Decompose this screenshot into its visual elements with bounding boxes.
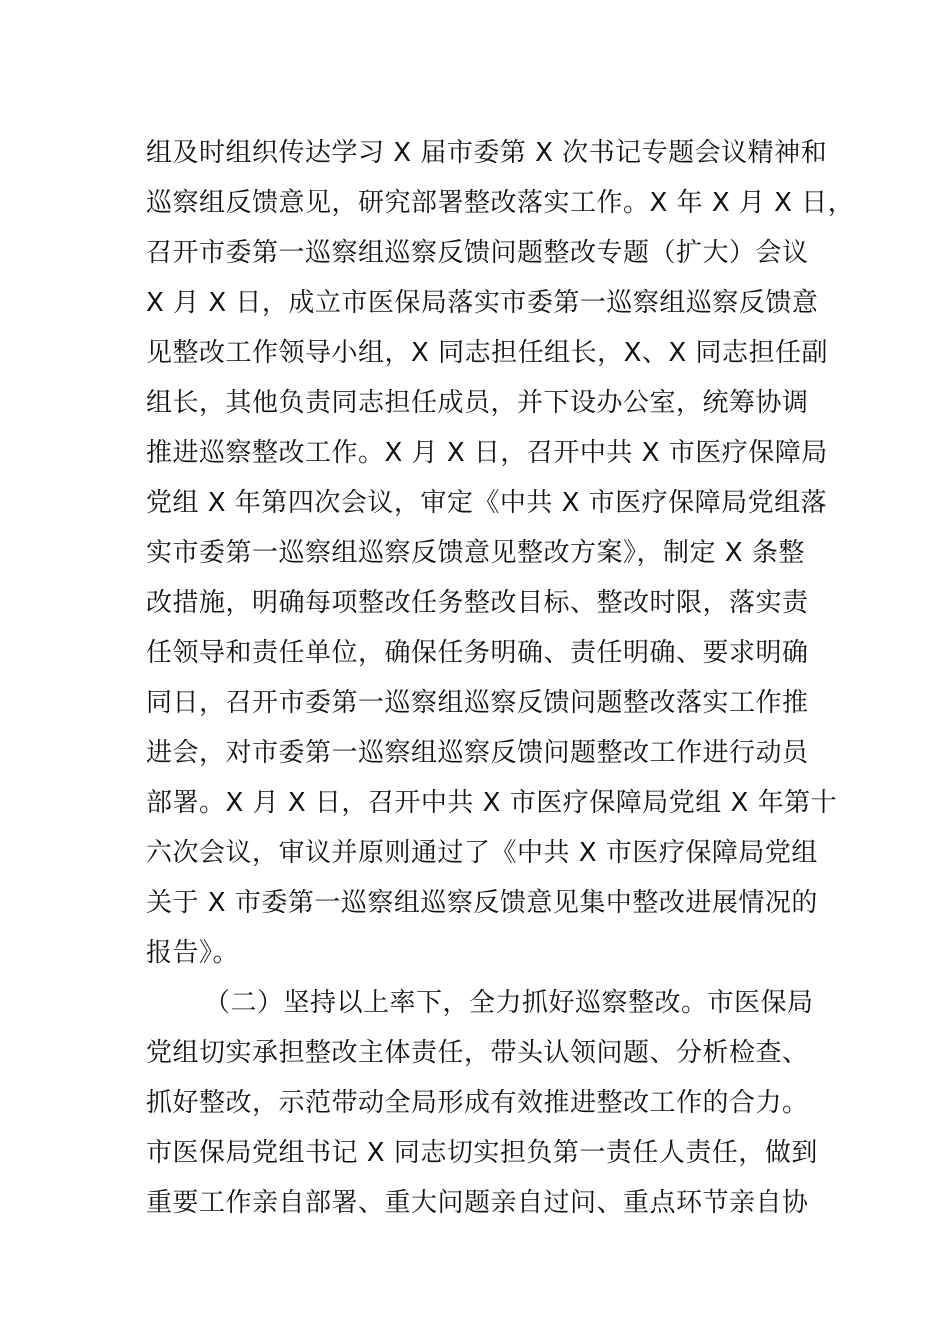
text-line: X 月 X 日，成立市医保局落实市委第一巡察组巡察反馈意 — [146, 288, 819, 318]
text-line: 实市委第一巡察组巡察反馈意见整改方案》，制定 X 条整 — [146, 538, 805, 568]
text-line: 见整改工作领导小组，X 同志担任组长，X、X 同志担任副 — [146, 338, 828, 368]
text-line: 重要工作亲自部署、重大问题亲自过问、重点环节亲自协 — [146, 1188, 809, 1218]
text-line: 召开市委第一巡察组巡察反馈问题整改专题（扩大）会议 — [146, 238, 809, 268]
body-text — [146, 128, 855, 1228]
text-line: 组长，其他负责同志担任成员，并下设办公室，统筹协调 — [146, 388, 809, 418]
text-line: 六次会议，审议并原则通过了《中共 X 市医疗保障局党组 — [146, 838, 818, 868]
text-line: 关于 X 市委第一巡察组巡察反馈意见集中整改进展情况的 — [146, 888, 818, 918]
text-line: 进会，对市委第一巡察组巡察反馈问题整改工作进行动员 — [146, 738, 809, 768]
paragraph-heading-line: （二）坚持以上率下，全力抓好巡察整改。市医保局 — [204, 988, 814, 1018]
text-line: 市医保局党组书记 X 同志切实担负第一责任人责任，做到 — [146, 1138, 818, 1168]
text-line: 同日，召开市委第一巡察组巡察反馈问题整改落实工作推 — [146, 688, 809, 718]
text-line: 改措施，明确每项整改任务整改目标、整改时限，落实责 — [146, 588, 809, 618]
text-line: 任领导和责任单位，确保任务明确、责任明确、要求明确 — [146, 638, 809, 668]
text-line: 抓好整改，示范带动全局形成有效推进整改工作的合力。 — [146, 1088, 809, 1118]
text-line: 党组 X 年第四次会议，审定《中共 X 市医疗保障局党组落 — [146, 488, 828, 518]
text-line: 报告》。 — [146, 938, 240, 968]
text-line: 巡察组反馈意见，研究部署整改落实工作。X 年 X 月 X 日， — [146, 188, 855, 218]
text-line: 部署。X 月 X 日，召开中共 X 市医疗保障局党组 X 年第十 — [146, 788, 838, 818]
text-line: 推进巡察整改工作。X 月 X 日，召开中共 X 市医疗保障局 — [146, 438, 828, 468]
text-line: 组及时组织传达学习 X 届市委第 X 次书记专题会议精神和 — [146, 138, 828, 168]
text-line: 党组切实承担整改主体责任，带头认领问题、分析检查、 — [146, 1038, 809, 1068]
